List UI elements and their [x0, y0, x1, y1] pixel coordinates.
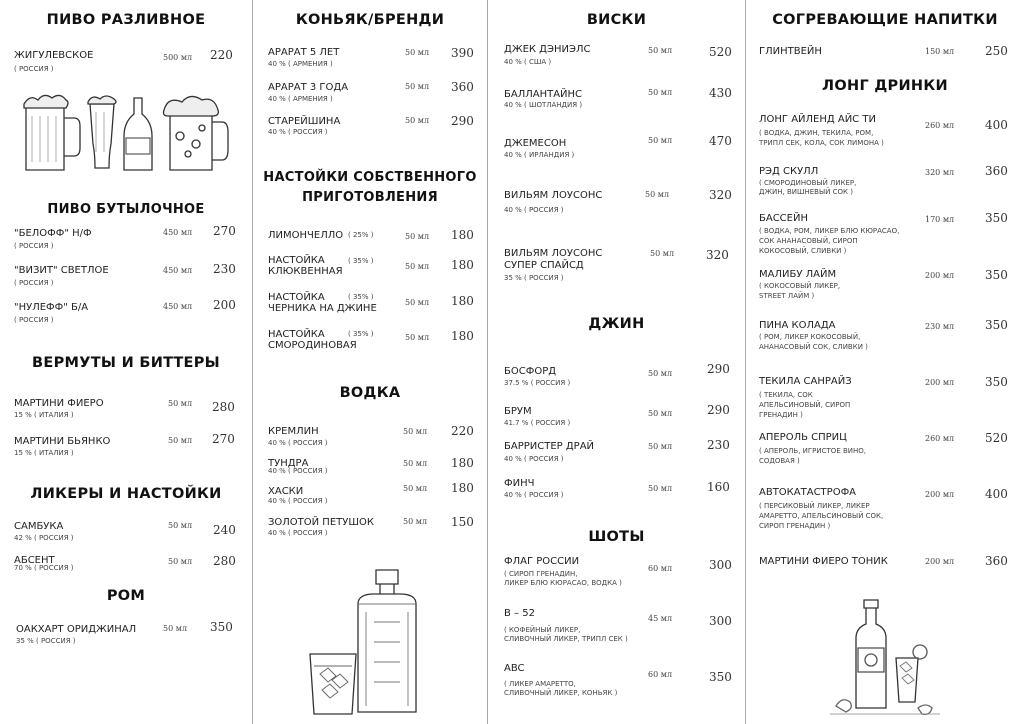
item-ingredients: ( РОМ, ЛИКЕР КОКОСОВЫЙ,	[759, 333, 861, 341]
item-name: ВИЛЬЯМ ЛОУСОНС	[504, 248, 603, 259]
item-price: 180	[451, 329, 474, 343]
section-title-liqueurs: ЛИКЕРЫ И НАСТОЙКИ	[30, 486, 222, 502]
item-origin: 35 % ( РОССИЯ )	[16, 637, 76, 645]
section-title-tinctures-line1: НАСТОЙКИ СОБСТВЕННОГО	[263, 170, 477, 185]
item-name: МАЛИБУ ЛАЙМ	[759, 269, 837, 280]
item-volume: 50 мл	[648, 88, 673, 97]
item-ingredients: ( ТЕКИЛА, СОК	[759, 391, 813, 399]
item-volume: 50 мл	[405, 232, 430, 241]
item-price: 350	[985, 268, 1008, 282]
item-origin: ( РОССИЯ )	[14, 65, 54, 73]
item-origin: ( РОССИЯ )	[14, 279, 54, 287]
item-volume: 50 мл	[405, 333, 430, 342]
item-volume: 50 мл	[650, 249, 675, 258]
item-price: 180	[451, 456, 474, 470]
item-name: СТАРЕЙШИНА	[268, 116, 341, 127]
section-title-draft-beer: ПИВО РАЗЛИВНОЕ	[46, 12, 206, 28]
item-strength: ( 25% )	[348, 231, 374, 239]
section-title-vermouth: ВЕРМУТЫ И БИТТЕРЫ	[32, 355, 220, 371]
item-name: "ВИЗИТ" СВЕТЛОЕ	[14, 265, 109, 276]
item-origin: 40 % ( РОССИЯ )	[268, 467, 328, 475]
item-volume: 50 мл	[168, 557, 193, 566]
item-name: ABC	[504, 663, 525, 674]
item-volume: 50 мл	[168, 436, 193, 445]
beer-bottle-icon	[124, 98, 152, 170]
item-name: БРУМ	[504, 406, 532, 417]
item-price: 230	[213, 262, 236, 276]
item-origin: 37.5 % ( РОССИЯ )	[504, 379, 571, 387]
item-origin: 40 % ( РОССИЯ )	[268, 529, 328, 537]
item-name: БАССЕЙН	[759, 213, 808, 224]
item-volume: 150 мл	[925, 47, 955, 56]
item-price: 400	[985, 118, 1008, 132]
item-name-line2: ЧЕРНИКА НА ДЖИНЕ	[268, 303, 377, 314]
section-title-warm-drinks: СОГРЕВАЮЩИЕ НАПИТКИ	[772, 12, 998, 28]
item-name: БАРРИСТЕР ДРАЙ	[504, 441, 595, 452]
item-ingredients-line3: КОКОСОВЫЙ, СЛИВКИ )	[759, 247, 847, 255]
item-volume: 50 мл	[405, 298, 430, 307]
item-price: 270	[212, 432, 235, 446]
item-price: 430	[709, 86, 732, 100]
item-ingredients-line2: АПЕЛЬСИНОВЫЙ, СИРОП	[759, 401, 851, 409]
item-volume: 260 мл	[925, 434, 955, 443]
item-volume: 50 мл	[405, 262, 430, 271]
item-name: ДЖЕК ДЭНИЭЛС	[504, 44, 591, 55]
item-ingredients: ( КОФЕЙНЫЙ ЛИКЕР,	[504, 626, 581, 634]
column-divider-2	[487, 0, 488, 724]
item-price: 220	[210, 48, 233, 62]
section-title-bottled-beer: ПИВО БУТЫЛОЧНОЕ	[47, 202, 205, 217]
item-price: 180	[451, 258, 474, 272]
decanter-icon	[358, 570, 416, 712]
item-origin: 40 % ( РОССИЯ )	[268, 439, 328, 447]
item-name: КРЕМЛИН	[268, 426, 319, 437]
item-volume: 50 мл	[163, 624, 188, 633]
item-ingredients: ( ПЕРСИКОВЫЙ ЛИКЕР, ЛИКЕР	[759, 502, 870, 510]
item-name: РЭД СКУЛЛ	[759, 166, 819, 177]
item-price: 350	[709, 670, 732, 684]
section-title-cognac: КОНЬЯК/БРЕНДИ	[295, 12, 445, 28]
item-origin: 40 % ( РОССИЯ )	[504, 491, 564, 499]
item-volume: 50 мл	[403, 484, 428, 493]
item-origin: 40 % ( РОССИЯ )	[268, 128, 328, 136]
item-name: МАРТИНИ ФИЕРО ТОНИК	[759, 556, 888, 567]
item-origin: 40 % ( США )	[504, 58, 552, 66]
item-volume: 450 мл	[163, 302, 193, 311]
rocks-glass-icon	[310, 654, 356, 714]
item-ingredients: ( ВОДКА, РОМ, ЛИКЕР БЛЮ КЮРАСАО,	[759, 227, 900, 235]
item-origin: ( РОССИЯ )	[14, 242, 54, 250]
item-volume: 200 мл	[925, 490, 955, 499]
item-ingredients: ( ЛИКЕР АМАРЕТТО,	[504, 680, 576, 688]
item-volume: 50 мл	[405, 48, 430, 57]
item-name: АРАРАТ 3 ГОДА	[268, 82, 349, 93]
item-name: ДЖЕМЕСОН	[504, 138, 567, 149]
section-title-shots: ШОТЫ	[588, 529, 645, 545]
item-origin: 40 % ( АРМЕНИЯ )	[268, 95, 333, 103]
section-title-whisky: ВИСКИ	[586, 12, 647, 28]
item-ingredients-line2: ТРИПЛ СЕК, КОЛА, СОК ЛИМОНА )	[759, 139, 884, 147]
item-volume: 50 мл	[405, 82, 430, 91]
item-volume: 500 мл	[163, 53, 193, 62]
section-title-gin: ДЖИН	[588, 316, 645, 332]
item-name: ЛОНГ АЙЛЕНД АЙС ТИ	[759, 114, 876, 125]
item-name: АПЕРОЛЬ СПРИЦ	[759, 432, 847, 443]
item-volume: 60 мл	[648, 670, 673, 679]
item-name: НАСТОЙКА	[268, 292, 325, 303]
item-price: 280	[213, 554, 236, 568]
item-volume: 45 мл	[648, 614, 673, 623]
item-name-line2: СМОРОДИНОВАЯ	[268, 340, 357, 351]
item-price: 350	[210, 620, 233, 634]
item-name: ТУНДРА	[268, 458, 309, 469]
item-ingredients: ( ВОДКА, ДЖИН, ТЕКИЛА, РОМ,	[759, 129, 874, 137]
item-volume: 200 мл	[925, 378, 955, 387]
item-name: ЛИМОНЧЕЛЛО	[268, 230, 344, 241]
item-volume: 50 мл	[648, 409, 673, 418]
item-volume: 200 мл	[925, 557, 955, 566]
item-price: 520	[709, 45, 732, 59]
item-volume: 50 мл	[648, 136, 673, 145]
glass-with-ice-icon	[896, 658, 918, 702]
item-volume: 50 мл	[168, 399, 193, 408]
item-volume: 50 мл	[648, 484, 673, 493]
item-ingredients-line2: АНАНАСОВЫЙ СОК, СЛИВКИ )	[759, 343, 868, 351]
item-ingredients-line3: СИРОП ГРЕНАДИН )	[759, 522, 831, 530]
item-origin: ( РОССИЯ )	[14, 316, 54, 324]
item-volume: 50 мл	[168, 521, 193, 530]
item-volume: 170 мл	[925, 215, 955, 224]
item-name: БАЛЛАНТАЙНС	[504, 89, 583, 100]
item-price: 270	[213, 224, 236, 238]
item-name-line2: СУПЕР СПАЙСД	[504, 260, 584, 271]
item-price: 470	[709, 134, 732, 148]
item-name: ЗОЛОТОЙ ПЕТУШОК	[268, 517, 375, 528]
item-strength: ( 35% )	[348, 257, 374, 265]
item-volume: 50 мл	[648, 442, 673, 451]
item-price: 360	[451, 80, 474, 94]
gin-bottle-illustration	[830, 596, 940, 722]
item-strength: ( 35% )	[348, 293, 374, 301]
item-name-line2: КЛЮКВЕННАЯ	[268, 266, 343, 277]
item-volume: 450 мл	[163, 266, 193, 275]
item-price: 360	[985, 554, 1008, 568]
item-origin: 42 % ( РОССИЯ )	[14, 534, 74, 542]
item-ingredients: ( КОКОСОВЫЙ ЛИКЕР,	[759, 282, 841, 290]
item-price: 350	[985, 318, 1008, 332]
item-origin: 40 % ( ШОТЛАНДИЯ )	[504, 101, 583, 109]
item-volume: 50 мл	[403, 517, 428, 526]
item-name: БОСФОРД	[504, 366, 557, 377]
item-origin: 15 % ( ИТАЛИЯ )	[14, 411, 74, 419]
item-ingredients-line2: СОДОВАЯ )	[759, 457, 800, 465]
beer-glass-icon	[90, 104, 114, 168]
item-name: НАСТОЙКА	[268, 329, 325, 340]
section-title-tinctures-line2: ПРИГОТОВЛЕНИЯ	[302, 190, 438, 205]
beer-mug-icon	[26, 106, 80, 170]
item-volume: 450 мл	[163, 228, 193, 237]
item-ingredients-line2: АМАРЕТТО, АПЕЛЬСИНОВЫЙ СОК,	[759, 512, 884, 520]
item-price: 230	[707, 438, 730, 452]
item-volume: 60 мл	[648, 564, 673, 573]
item-price: 400	[985, 487, 1008, 501]
column-divider-3	[745, 0, 746, 724]
item-price: 290	[707, 362, 730, 376]
item-price: 280	[212, 400, 235, 414]
item-ingredients-line2: СЛИВОЧНЫЙ ЛИКЕР, ТРИПЛ СЕК )	[504, 635, 628, 643]
item-price: 160	[707, 480, 730, 494]
section-title-rum: РОМ	[106, 588, 146, 604]
item-origin: 15 % ( ИТАЛИЯ )	[14, 449, 74, 457]
item-price: 180	[451, 294, 474, 308]
item-name: АВТОКАТАСТРОФА	[759, 487, 857, 498]
item-volume: 50 мл	[403, 427, 428, 436]
item-name: САМБУКА	[14, 521, 64, 532]
item-origin: 41.7 % ( РОССИЯ )	[504, 419, 571, 427]
item-name: МАРТИНИ ФИЕРО	[14, 398, 104, 409]
item-price: 220	[451, 424, 474, 438]
item-name: ЖИГУЛЕВСКОЕ	[14, 50, 94, 61]
item-price: 180	[451, 481, 474, 495]
item-name: "БЕЛОФФ" Н/Ф	[14, 228, 92, 239]
item-price: 320	[709, 188, 732, 202]
section-title-vodka: ВОДКА	[339, 385, 401, 401]
item-name: ТЕКИЛА САНРАЙЗ	[759, 376, 852, 387]
item-name: АБСЕНТ	[14, 555, 55, 566]
item-name: ВИЛЬЯМ ЛОУСОНС	[504, 190, 603, 201]
item-ingredients: ( СИРОП ГРЕНАДИН,	[504, 570, 578, 578]
item-origin: 40 % ( РОССИЯ )	[504, 455, 564, 463]
item-volume: 50 мл	[648, 46, 673, 55]
item-price: 290	[451, 114, 474, 128]
item-volume: 200 мл	[925, 271, 955, 280]
item-origin: 40 % ( АРМЕНИЯ )	[268, 60, 333, 68]
item-volume: 230 мл	[925, 322, 955, 331]
item-origin: 40 % ( РОССИЯ )	[268, 497, 328, 505]
item-volume: 50 мл	[648, 369, 673, 378]
item-name: НАСТОЙКА	[268, 255, 325, 266]
item-price: 240	[213, 523, 236, 537]
beer-glasses-illustration	[20, 92, 240, 176]
item-ingredients-line2: СЛИВОЧНЫЙ ЛИКЕР, КОНЬЯК )	[504, 689, 618, 697]
item-name: ХАСКИ	[268, 486, 304, 497]
lime-slice-icon	[913, 645, 927, 659]
item-name: АРАРАТ 5 ЛЕТ	[268, 47, 340, 58]
item-name: ФИНЧ	[504, 478, 535, 489]
item-name: ПИНА КОЛАДА	[759, 320, 836, 331]
decanter-illustration	[300, 562, 440, 722]
item-price: 300	[709, 558, 732, 572]
item-volume: 50 мл	[405, 116, 430, 125]
item-price: 150	[451, 515, 474, 529]
item-ingredients-line2: ДЖИН, ВИШНЕВЫЙ СОК )	[759, 188, 853, 196]
item-price: 360	[985, 164, 1008, 178]
item-price: 290	[707, 403, 730, 417]
item-price: 180	[451, 228, 474, 242]
item-volume: 50 мл	[403, 459, 428, 468]
item-ingredients-line2: СОК АНАНАСОВЫЙ, СИРОП	[759, 237, 858, 245]
item-ingredients-line2: ЛИКЕР БЛЮ КЮРАСАО, ВОДКА )	[504, 579, 622, 587]
item-price: 350	[985, 211, 1008, 225]
item-price: 200	[213, 298, 236, 312]
item-origin: 35 % ( РОССИЯ )	[504, 274, 564, 282]
item-volume: 50 мл	[645, 190, 670, 199]
item-price: 300	[709, 614, 732, 628]
item-origin: 70 % ( РОССИЯ )	[14, 564, 74, 572]
item-price: 390	[451, 46, 474, 60]
item-strength: ( 35% )	[348, 330, 374, 338]
item-volume: 260 мл	[925, 121, 955, 130]
item-ingredients-line3: ГРЕНАДИН )	[759, 411, 803, 419]
item-price: 320	[706, 248, 729, 262]
item-name: B – 52	[504, 608, 535, 619]
item-volume: 320 мл	[925, 168, 955, 177]
item-name: ГЛИНТВЕЙН	[759, 46, 822, 57]
section-title-long-drinks: ЛОНГ ДРИНКИ	[822, 78, 948, 94]
item-ingredients: ( СМОРОДИНОВЫЙ ЛИКЕР,	[759, 179, 857, 187]
item-name: ОАКХАРТ ОРИДЖИНАЛ	[16, 624, 137, 635]
item-price: 250	[985, 44, 1008, 58]
item-ingredients-line2: STREET ЛАЙМ )	[759, 292, 815, 300]
item-name: ФЛАГ РОССИИ	[504, 556, 580, 567]
item-ingredients: ( АПЕРОЛЬ, ИГРИСТОЕ ВИНО,	[759, 447, 866, 455]
item-price: 350	[985, 375, 1008, 389]
item-price: 520	[985, 431, 1008, 445]
item-origin: 40 % ( ИРЛАНДИЯ )	[504, 151, 575, 159]
item-name: МАРТИНИ БЬЯНКО	[14, 436, 111, 447]
item-name: "НУЛЕФФ" Б/А	[14, 302, 89, 313]
item-origin: 40 % ( РОССИЯ )	[504, 206, 564, 214]
column-divider-1	[252, 0, 253, 724]
